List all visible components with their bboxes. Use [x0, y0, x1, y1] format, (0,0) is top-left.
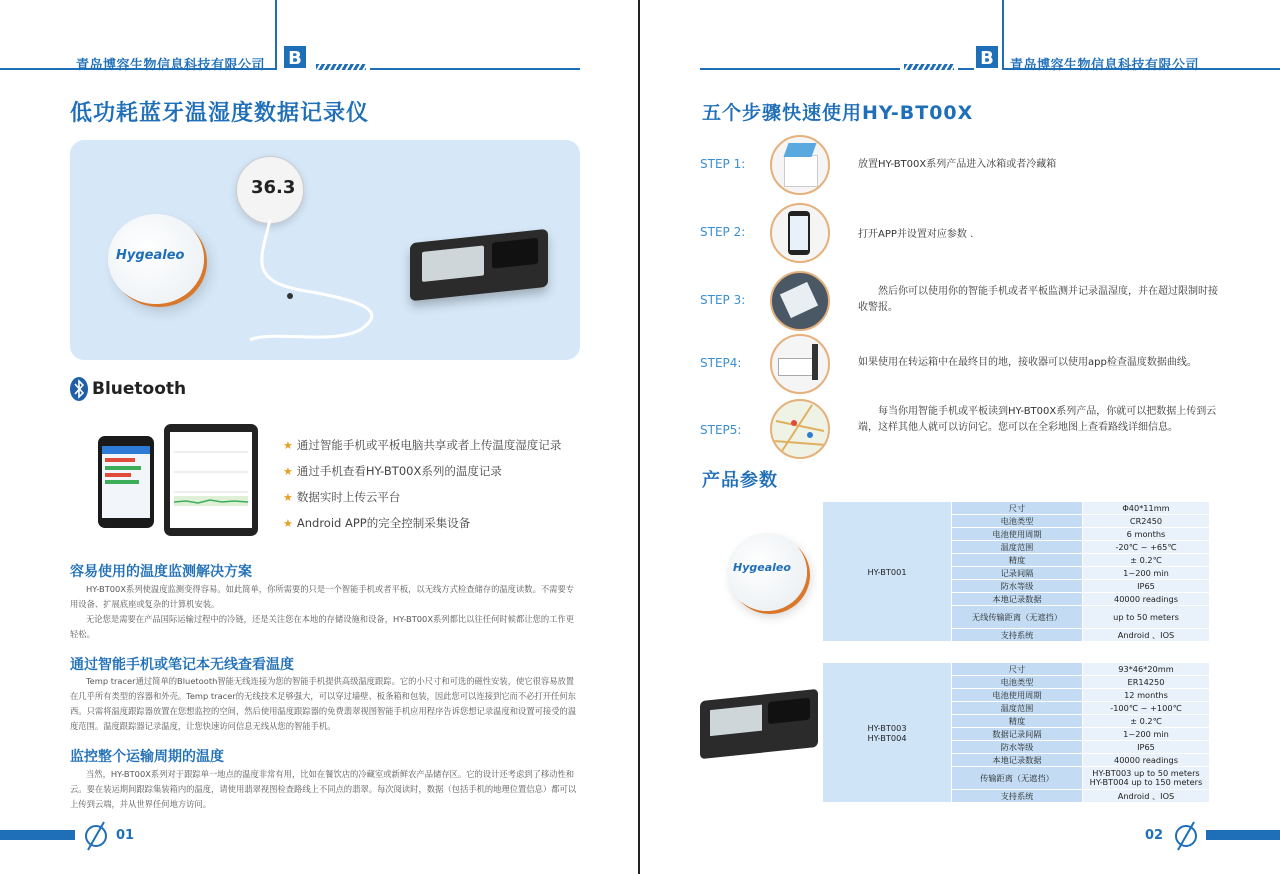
spec-value: CR2450 [1083, 515, 1210, 528]
section-body [70, 767, 580, 812]
box-logger-image [410, 229, 548, 302]
spec-key: 电池类型 [952, 515, 1083, 528]
truck-icon [778, 358, 816, 376]
footer-bar [1206, 830, 1280, 840]
probe-cable-icon [240, 220, 390, 350]
step-label: STEP 2: [700, 225, 746, 239]
spec-key: 本地记录数据 [952, 593, 1083, 606]
tablet-image [164, 424, 258, 536]
spec-key: 传输距离（无遮挡） [952, 767, 1083, 790]
bluetooth-icon [70, 377, 88, 401]
page-number: 01 [116, 828, 135, 843]
spec-value: -20℃ ~ +65℃ [1083, 541, 1210, 554]
spec-value: 1~200 min [1083, 567, 1210, 580]
phone-screen [102, 446, 150, 518]
section-body [70, 674, 580, 734]
spec-key: 精度 [952, 715, 1083, 728]
spec-value: ± 0.2℃ [1083, 554, 1210, 567]
right-page [640, 0, 1280, 874]
product-hero-panel [70, 140, 580, 360]
spec-value: Android 、IOS [1083, 790, 1210, 803]
footer-bar [0, 830, 75, 840]
logger-screen [422, 245, 484, 282]
map-icon [772, 401, 828, 457]
spec-table-1 [822, 501, 1210, 642]
stripe-decoration [316, 64, 366, 70]
steps-title: 五个步骤快速使用HY-BT00X [702, 102, 974, 124]
round-sensor-thumb [712, 501, 822, 643]
step-text: 打开APP并设置对应参数 . [858, 229, 974, 240]
section-body [70, 582, 580, 642]
spec-key: 防水等级 [952, 580, 1083, 593]
step-text: 每当你用智能手机或平板读到HY-BT00X系列产品，你就可以把数据上传到云端，这样其他人就可以访问它。您可以在全彩地图上查看路线详细信息。 [858, 406, 1217, 433]
spec-key: 电池使用周期 [952, 689, 1083, 702]
step1-image [770, 135, 830, 195]
star-icon: ★ [283, 465, 293, 478]
page-badge-icon [82, 820, 110, 852]
step-label: STEP 3: [700, 293, 746, 307]
spec-row [823, 663, 1210, 676]
hand-device [780, 282, 818, 318]
spec-key: 支持系统 [952, 790, 1083, 803]
spec-key: 记录间隔 [952, 567, 1083, 580]
company-logo-icon [974, 44, 1000, 70]
star-icon: ★ [283, 491, 293, 504]
step-text: 如果使用在转运箱中在最终目的地，接收器可以使用app检查温度数据曲线。 [858, 357, 1197, 368]
section-heading: 监控整个运输周期的温度 [70, 749, 224, 765]
feature-list [283, 437, 561, 541]
model-name: HY-BT003 HY-BT004 [823, 663, 952, 803]
spec-value: 93*46*20mm [1083, 663, 1210, 676]
step2-image [770, 203, 830, 263]
header-rule-short [958, 68, 974, 70]
step-label: STEP4: [700, 356, 742, 370]
feature-item: ★ 通过智能手机或平板电脑共享或者上传温度湿度记录 [283, 438, 562, 452]
model-name: HY-BT001 [823, 502, 952, 642]
company-name: 青岛博容生物信息科技有限公司 [1010, 58, 1200, 73]
step3-image [770, 271, 830, 331]
header-rule-left [700, 68, 900, 70]
spec-value: ± 0.2℃ [1083, 715, 1210, 728]
spec-key: 防水等级 [952, 741, 1083, 754]
logger-lid [492, 238, 538, 269]
person-icon [812, 344, 818, 380]
spec-row [823, 502, 1210, 515]
svg-text:B: B [288, 48, 302, 69]
spec-value: 12 months [1083, 689, 1210, 702]
cooler-box [784, 155, 818, 187]
feature-item: ★ 数据实时上传云平台 [283, 490, 401, 504]
stripe-decoration [904, 64, 954, 70]
spec-key: 尺寸 [952, 502, 1083, 515]
spec-key: 无线传输距离（无遮挡） [952, 606, 1083, 629]
bluetooth-logo [70, 377, 186, 401]
feature-item: ★ Android APP的完全控制采集设备 [283, 516, 471, 530]
paragraph: HY-BT00X系列使温度监测变得容易。如此简单，你所需要的只是一个智能手机或者平板，以无线方式检查储存的温度读数。不需要专用设备、扩展底座或复杂的计算机安装。 [70, 584, 575, 609]
box-logger-thumb [700, 689, 818, 759]
page-badge-icon [1172, 820, 1200, 852]
spec-value: up to 50 meters [1083, 606, 1210, 629]
spec-value: IP65 [1083, 741, 1210, 754]
company-logo-icon [282, 44, 308, 70]
spec-key: 电池使用周期 [952, 528, 1083, 541]
star-icon: ★ [283, 439, 293, 452]
paragraph: 无论您是需要在产品国际运输过程中的冷链，还是关注您在本地的存储设施和设备，HY-BT00X系列都比以往任何时候都让您的工作更轻松。 [70, 614, 575, 639]
spec-key: 数据记录间隔 [952, 728, 1083, 741]
company-name: 青岛博容生物信息科技有限公司 [76, 58, 266, 73]
brand-logo: Hygealeo [733, 561, 791, 574]
spec-key: 尺寸 [952, 663, 1083, 676]
probe-sensor-image [236, 156, 304, 224]
spec-value: 40000 readings [1083, 754, 1210, 767]
step-text: 然后你可以使用你的智能手机或者平板监测并记录温湿度，并在超过限制时接收警报。 [858, 286, 1218, 313]
header-rule-right [370, 68, 580, 70]
page-number: 02 [1145, 828, 1164, 843]
spec-value: HY-BT003 up to 50 meters HY-BT004 up to 150 meters [1083, 767, 1210, 790]
phone-icon [788, 211, 810, 255]
spec-value: 40000 readings [1083, 593, 1210, 606]
spec-key: 本地记录数据 [952, 754, 1083, 767]
spec-value: Φ40*11mm [1083, 502, 1210, 515]
round-sensor-image [108, 214, 204, 304]
phone-image [98, 436, 154, 528]
spec-key: 支持系统 [952, 629, 1083, 642]
params-title: 产品参数 [702, 470, 778, 491]
section-heading: 容易使用的温度监测解决方案 [70, 564, 252, 580]
spec-value: 1~200 min [1083, 728, 1210, 741]
spec-value: Android 、IOS [1083, 629, 1210, 642]
spec-value: ER14250 [1083, 676, 1210, 689]
spec-key: 精度 [952, 554, 1083, 567]
spec-value: 6 months [1083, 528, 1210, 541]
bluetooth-wordmark: Bluetooth [92, 379, 187, 399]
spec-table-2 [822, 662, 1210, 803]
step4-image [770, 334, 830, 394]
step-label: STEP 1: [700, 157, 746, 171]
header-divider [275, 0, 277, 70]
sensor-display: 36.3 [251, 177, 296, 198]
step-text: 放置HY-BT00X系列产品进入冰箱或者冷藏箱 [858, 159, 1057, 170]
svg-text:B: B [980, 48, 994, 69]
tablet-screen [170, 432, 252, 528]
spec-key: 电池类型 [952, 676, 1083, 689]
spec-key: 温度范围 [952, 702, 1083, 715]
section-heading: 通过智能手机或笔记本无线查看温度 [70, 657, 294, 673]
paragraph: 当然，HY-BT00X系列对于跟踪单一地点的温度非常有用，比如在餐饮店的冷藏室或新鲜农产品储存区。它的设计还考虑到了移动性和云。要在装运期间跟踪集装箱内的温度，请使用翡翠视图检查路线上不同点的翡翠。每次阅读时，数据（包括手机的地理位置信息）都可以上传到云端，并从世界任何地方访问。 [70, 769, 577, 809]
paragraph: Temp tracer通过简单的Bluetooth智能无线连接为您的智能手机提供高级温度跟踪。它的小尺寸和可选的磁性安装，使它很容易放置在几乎所有类型的容器和外壳。Temp tracer的无线技术足够强大，可以穿过墙壁、板条箱和包装，因此您可以连接到它而不必打开任何东西。只需将温度跟踪器放置在您想监控的空间，然后使用温度跟踪器的免费翡翠视图智能手机应用程序告诉您想记录温度和设置可接受的温度范围。温度跟踪器记录温度，让您快速访问信息无线从您的智能手机。 [70, 676, 577, 731]
step5-image [770, 399, 830, 459]
page-title: 低功耗蓝牙温湿度数据记录仪 [70, 101, 370, 126]
spec-value: IP65 [1083, 580, 1210, 593]
spec-key: 温度范围 [952, 541, 1083, 554]
header-divider [1002, 0, 1004, 70]
spec-value: -100℃ ~ +100℃ [1083, 702, 1210, 715]
step-label: STEP5: [700, 423, 742, 437]
cooler-lid [783, 143, 816, 157]
feature-item: ★ 通过手机查看HY-BT00X系列的温度记录 [283, 464, 502, 478]
chart-thumbnail-icon [170, 432, 252, 528]
brand-logo: Hygealeo [116, 248, 185, 263]
star-icon: ★ [283, 517, 293, 530]
